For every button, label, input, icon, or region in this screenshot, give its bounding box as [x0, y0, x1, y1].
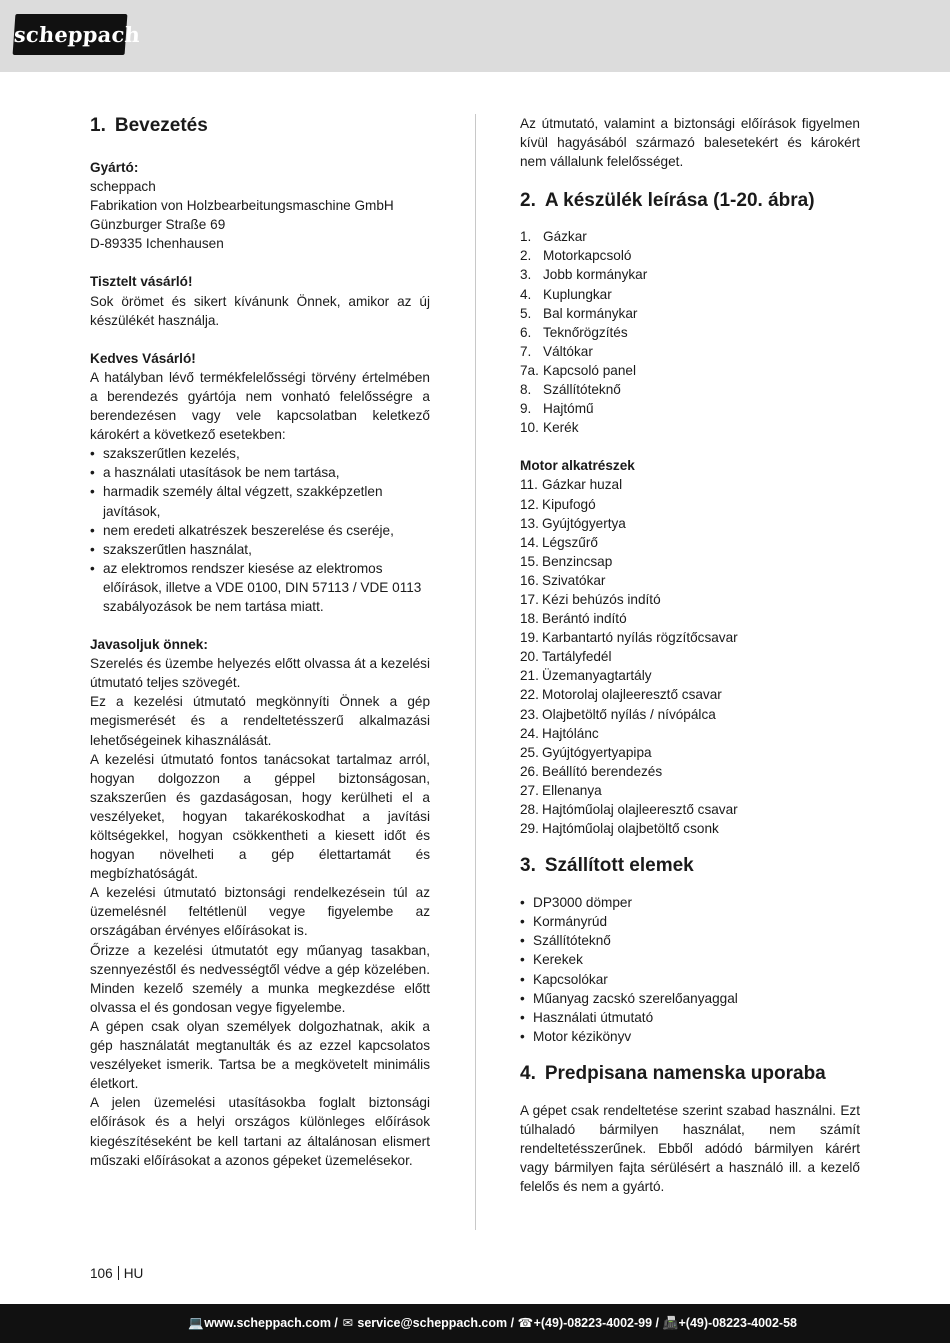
item-number: 18.	[520, 611, 539, 627]
item-number: 10.	[520, 420, 539, 436]
item-number: 6.	[520, 324, 532, 340]
list-item: • Kapcsolókar	[520, 970, 860, 989]
list-item	[520, 533, 860, 552]
list-item	[520, 285, 860, 304]
item-label: Ellenanya	[542, 782, 602, 798]
paragraph: A jelen üzemelési utasításokba foglalt biztonsági előírások és a helyi országos különleges előírások kiegészítéseként be kell tartani az általánosan elismert műszaki előírásokat a azonos gépeket üzemelésekor.	[90, 1095, 430, 1168]
item-label: Hajtóműolaj olajbetöltő csonk	[542, 821, 719, 837]
section-1-heading: 1. Bevezetés	[90, 115, 208, 136]
motor-parts-label: Motor alkatrészek	[520, 458, 635, 474]
recommendation-text	[90, 654, 430, 1170]
contact-footer	[0, 1304, 950, 1343]
page-number	[90, 1264, 143, 1283]
item-number: 5.	[520, 305, 532, 321]
list-item	[520, 666, 860, 685]
item-label: Kipufogó	[542, 496, 596, 512]
item-label: Gázkar huzal	[542, 477, 623, 493]
item-number: 12.	[520, 496, 539, 512]
item-number: 11.	[520, 477, 538, 493]
right-column	[520, 114, 860, 1196]
list-item	[520, 246, 860, 265]
list-item	[520, 628, 860, 647]
address-line: D-89335 Ichenhausen	[90, 236, 224, 252]
item-label: Váltókar	[543, 343, 593, 359]
email-link[interactable]: service@scheppach.com /	[357, 1316, 515, 1330]
list-item	[520, 380, 860, 399]
list-item	[520, 781, 860, 800]
manufacturer-label: Gyártó:	[90, 160, 139, 175]
item-number: 29.	[520, 821, 539, 837]
list-item	[520, 475, 860, 494]
left-column	[90, 114, 430, 1170]
item-number: 9.	[520, 401, 532, 417]
list-item	[520, 265, 860, 284]
item-label: Légszűrő	[542, 534, 598, 550]
item-number: 24.	[520, 725, 539, 741]
item-number: 20.	[520, 649, 539, 665]
item-label: Kézi behúzós indító	[542, 591, 661, 607]
manufacturer-address	[90, 177, 430, 253]
item-label: Berántó indító	[542, 611, 627, 627]
item-number: 26.	[520, 763, 539, 779]
item-number: 3.	[520, 267, 532, 283]
liability-cases-list	[90, 444, 430, 616]
list-item	[520, 647, 860, 666]
list-item	[520, 685, 860, 704]
intended-use-text: A gépet csak rendeltetése szerint szabad használni. Ezt túlhaladó bármilyen használat, nem számít rendeltetésszerűnek. Ebből adódó bármilyen kárért vagy bármilyen fajta sérülésért a használó ill. a kezelő felelős és nem a gyártó.	[520, 1102, 860, 1195]
item-label: Kuplungkar	[543, 286, 612, 302]
list-item	[520, 609, 860, 628]
item-number: 2.	[520, 248, 532, 264]
item-number: 7a.	[520, 362, 539, 378]
item-label: Karbantartó nyílás rögzítőcsavar	[542, 630, 738, 646]
computer-icon: 💻	[188, 1316, 204, 1330]
item-number: 1.	[520, 229, 532, 245]
address-line: Fabrikation von Holzbearbeitungsmaschine GmbH	[90, 198, 394, 214]
item-label: Hajtóműolaj olajleeresztő csavar	[542, 802, 738, 817]
list-item	[520, 514, 860, 533]
item-label: Szállítóteknő	[543, 382, 621, 398]
item-label: Gyújtógyertyapipa	[542, 744, 652, 760]
paragraph: Őrizze a kezelési útmutatót egy műanyag tasakban, szennyezéstől és nedvességtől védve a gép közelében. Minden kezelő személy a munka megkezdése előtt olvassa el és gondosan vegye figyelembe.	[90, 942, 430, 1015]
list-item: • harmadik személy által végzett, szakképzetlen javítások,	[90, 482, 430, 520]
disclaimer-text: Az útmutató, valamint a biztonsági előírások figyelmen kívül hagyásából származó balesetekért és károkért nem vállalunk felelősséget.	[520, 116, 860, 170]
item-label: Jobb kormánykar	[543, 267, 648, 283]
paragraph: A kezelési útmutató fontos tanácsokat tartalmaz arról, hogyan dolgozzon a géppel biztonságosan, szakszerűen és gazdaságosan, hogy kerülheti el a veszélyeket, hogyan takarékoskodhat a javítási költségekkel, hogyan csökkentheti a kiesett időt és hogyan növelheti a gép élettartamát és megbízhatóságát.	[90, 751, 430, 882]
item-label: Kerék	[543, 420, 579, 436]
item-number: 19.	[520, 630, 539, 646]
item-number: 14.	[520, 534, 539, 550]
item-label: Motorolaj olajleeresztő csavar	[542, 687, 722, 703]
item-label: Üzemanyagtartály	[542, 668, 652, 684]
page-num: 106	[90, 1266, 113, 1281]
list-item	[520, 227, 860, 246]
item-number: 16.	[520, 572, 539, 588]
list-item	[520, 323, 860, 342]
list-item	[520, 418, 860, 437]
list-item: • Szállítóteknő	[520, 931, 860, 950]
item-number: 25.	[520, 744, 539, 760]
list-item: • Motor kézikönyv	[520, 1027, 860, 1046]
item-number: 23.	[520, 706, 539, 722]
fax-icon: 📠	[662, 1316, 679, 1330]
item-number: 27.	[520, 782, 539, 798]
language-code: HU	[123, 1266, 144, 1281]
list-item: • az elektromos rendszer kiesése az elektromos előírások, illetve a VDE 0100, DIN 57113 / VDE 0113 szabályozások be nem tartása miatt.	[90, 559, 430, 616]
item-number: 22.	[520, 687, 539, 703]
list-item	[520, 705, 860, 724]
item-number: 7.	[520, 343, 532, 359]
greeting-1-label: Tisztelt vásárló!	[90, 274, 193, 290]
item-number: 17.	[520, 591, 539, 607]
section-4-heading: 4. Predpisana namenska uporaba	[520, 1062, 826, 1084]
list-item: • szakszerűtlen használat,	[90, 540, 430, 559]
page-separator	[118, 1266, 119, 1280]
liability-text: A hatályban lévő termékfelelősségi törvény értelmében a berendezés gyártója nem vonható felelősségre a berendezésen vagy vele kapcsolatban keletkező károkért a következő esetekben:	[90, 369, 430, 443]
list-item	[520, 743, 860, 762]
list-item: • nem eredeti alkatrészek beszerelése és cseréje,	[90, 521, 430, 540]
item-number: 13.	[520, 515, 539, 531]
section-2-heading: 2. A készülék leírása (1-20. ábra)	[520, 190, 815, 212]
item-label: Hajtólánc	[542, 725, 599, 741]
item-label: Benzincsap	[542, 553, 613, 569]
item-label: Olajbetöltő nyílás / nívópálca	[542, 706, 716, 722]
column-divider	[475, 114, 476, 1230]
phone-number: +(49)-08223-4002-99 /	[533, 1316, 660, 1330]
motor-parts-list	[520, 475, 860, 838]
list-item	[520, 762, 860, 781]
item-label: Hajtómű	[543, 401, 594, 417]
paragraph: Ez a kezelési útmutató megkönnyíti Önnek a gép megismerését és a rendeltetésszerű alkalmazási lehetőségeinek kihasználását.	[90, 694, 430, 748]
page-header	[0, 0, 950, 72]
item-label: Beállító berendezés	[542, 763, 663, 779]
item-number: 4.	[520, 286, 532, 302]
address-line: scheppach	[90, 179, 156, 195]
item-number: 8.	[520, 382, 532, 398]
list-item	[520, 819, 860, 838]
list-item	[520, 399, 860, 418]
list-item: • a használati utasítások be nem tartása,	[90, 463, 430, 482]
item-label: Gázkar	[543, 229, 587, 245]
list-item	[520, 304, 860, 323]
list-item	[520, 724, 860, 743]
item-number: 28.	[520, 802, 539, 817]
item-number: 21.	[520, 668, 539, 684]
address-line: Günzburger Straße 69	[90, 217, 226, 233]
list-item	[520, 552, 860, 571]
list-item: • Kerekek	[520, 950, 860, 969]
item-number: 15.	[520, 553, 539, 569]
item-label: Bal kormánykar	[543, 305, 638, 321]
list-item	[520, 342, 860, 361]
paragraph: Szerelés és üzembe helyezés előtt olvassa át a kezelési útmutató teljes szövegét.	[90, 656, 430, 691]
section-3-heading: 3. Szállított elemek	[520, 855, 694, 877]
item-label: Motorkapcsoló	[543, 248, 632, 264]
list-item	[520, 800, 860, 819]
item-label: Szivatókar	[542, 572, 606, 588]
list-item	[520, 590, 860, 609]
list-item	[520, 495, 860, 514]
paragraph: A gépen csak olyan személyek dolgozhatnak, akik a gép használatát megtanulták és az ezzel kapcsolatos veszélyeket ismerik. Tartsa be a megkövetelt minimális életkort.	[90, 1018, 430, 1092]
paragraph: A kezelési útmutató biztonsági rendelkezésein túl az üzemelésnél feltétlenül vegye figyelembe az országában érvényes előírásokat is.	[90, 885, 430, 939]
website-link[interactable]: www.scheppach.com /	[204, 1316, 338, 1330]
item-label: Tartályfedél	[542, 649, 612, 665]
greeting-1-text: Sok örömet és sikert kívánunk Önnek, amikor az új készülékét használja.	[90, 293, 430, 328]
fax-number: +(49)-08223-4002-58	[678, 1316, 797, 1330]
item-label: Teknőrögzítés	[543, 324, 628, 340]
list-item	[520, 571, 860, 590]
list-item: • DP3000 dömper	[520, 893, 860, 912]
item-label: Gyújtógyertya	[542, 515, 626, 531]
greeting-2-label: Kedves Vásárló!	[90, 350, 196, 366]
list-item: • szakszerűtlen kezelés,	[90, 444, 430, 463]
list-item: • Használati útmutató	[520, 1008, 860, 1027]
list-item	[520, 361, 860, 380]
recommendation-label: Javasoljuk önnek:	[90, 637, 208, 653]
scheppach-logo: scheppach	[13, 14, 128, 55]
device-parts-list	[520, 227, 860, 437]
list-item: • Műanyag zacskó szerelőanyaggal	[520, 989, 860, 1008]
phone-icon: ☎	[517, 1316, 534, 1330]
list-item: • Kormányrúd	[520, 912, 860, 931]
item-label: Kapcsoló panel	[543, 362, 636, 378]
mail-icon: ✉	[342, 1316, 354, 1330]
delivered-items-list	[520, 893, 860, 1046]
